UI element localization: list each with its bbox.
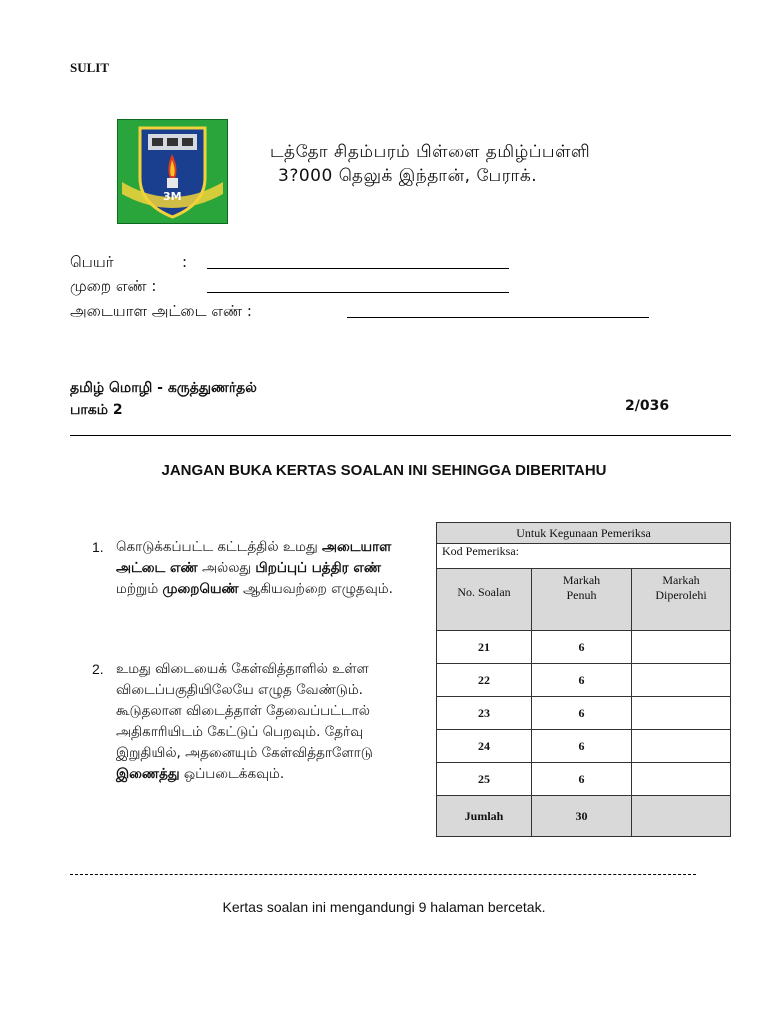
paper-code: 2/036 [625,398,670,414]
examiner-table [436,522,731,837]
col-header-marks-obtained: Markah Diperolehi [632,569,731,631]
marks-obtained-cell[interactable] [632,631,731,664]
school-address: 3?000 தெலுக் இந்தான், பேராக். [278,166,538,186]
school-name: டத்தோ சிதம்பரம் பிள்ளை தமிழ்ப்பள்ளி [270,142,591,162]
total-full-marks-cell: 30 [532,796,632,837]
marks-obtained-cell[interactable] [632,664,731,697]
subject-part: பாகம் 2 [70,402,123,418]
total-label-cell: Jumlah [437,796,532,837]
instruction-text: ஒப்படைக்கவும். [179,766,285,782]
header-divider [70,435,731,436]
ic-number-line[interactable] [347,317,649,318]
instruction-1 [92,537,398,600]
instruction-bold-text: இணைத்து [116,766,180,782]
table-row [437,730,731,763]
total-row [437,796,731,837]
examiner-code-label: Kod Pemeriksa: [442,544,519,558]
exam-warning: JANGAN BUKA KERTAS SOALAN INI SEHINGGA DIBERITAHU [161,462,607,479]
footer-dashed-divider [70,874,696,875]
index-number-label: முறை எண் : [70,277,157,295]
marks-obtained-cell[interactable] [632,697,731,730]
instruction-text: உமது விடையைக் கேள்வித்தாளில் உள்ள விடைப்பகுதியிலேயே எழுத வேண்டும். கூடுதலான விடைத்தாள் தேவைப்பட்டால் அதிகாரியிடம் கேட்டுப் பெறவும். தேர்வு இறுதியில், அதனையும் கேள்வித்தாளோடு [116,661,373,761]
name-field-label: பெயர் [70,253,114,271]
ic-number-label: அடையாள அட்டை எண் : [70,302,252,320]
full-marks-cell: 6 [532,664,632,697]
name-field-colon: : [182,253,188,271]
full-marks-cell: 6 [532,730,632,763]
col-header-full-marks: Markah Penuh [532,569,632,631]
instruction-bold-text: முறையெண் [162,581,239,597]
total-marks-obtained-cell[interactable] [632,796,731,837]
question-number-cell: 21 [437,631,532,664]
instruction-bold-text: அடையாள அட்டை எண் [116,539,392,576]
table-row [437,631,731,664]
instruction-text: ஆகியவற்றை எழுதவும். [238,581,393,597]
subject-info [70,377,257,421]
subject-title: தமிழ் மொழி - கருத்துணர்தல் [70,380,257,396]
question-number-cell: 25 [437,763,532,796]
marks-obtained-cell[interactable] [632,763,731,796]
marks-obtained-cell[interactable] [632,730,731,763]
school-crest-logo [117,119,228,224]
question-number-cell: 23 [437,697,532,730]
examiner-code-cell[interactable] [437,544,731,569]
full-marks-cell: 6 [532,697,632,730]
table-row [437,664,731,697]
school-header [270,140,590,188]
question-number-cell: 22 [437,664,532,697]
classification-label: SULIT [70,60,110,75]
full-marks-cell: 6 [532,763,632,796]
question-number-cell: 24 [437,730,532,763]
instruction-text: மற்றும் [116,581,163,597]
name-field-line[interactable] [207,268,509,269]
full-marks-cell: 6 [532,631,632,664]
instruction-text: கொடுக்கப்பட்ட கட்டத்தில் உமது [116,539,322,555]
crest-3m-text: 3M [163,190,182,203]
instruction-2 [92,659,420,785]
instruction-number: 2. [92,661,104,677]
instruction-bold-text: பிறப்புப் பத்திர எண் [255,560,382,576]
index-number-line[interactable] [207,292,509,293]
page-count-note: Kertas soalan ini mengandungi 9 halaman bercetak. [222,899,546,915]
table-row [437,697,731,730]
col-header-question-no: No. Soalan [437,569,532,631]
instruction-number: 1. [92,539,104,555]
examiner-table-title: Untuk Kegunaan Pemeriksa [437,523,731,544]
instruction-text: அல்லது [197,560,256,576]
table-row [437,763,731,796]
